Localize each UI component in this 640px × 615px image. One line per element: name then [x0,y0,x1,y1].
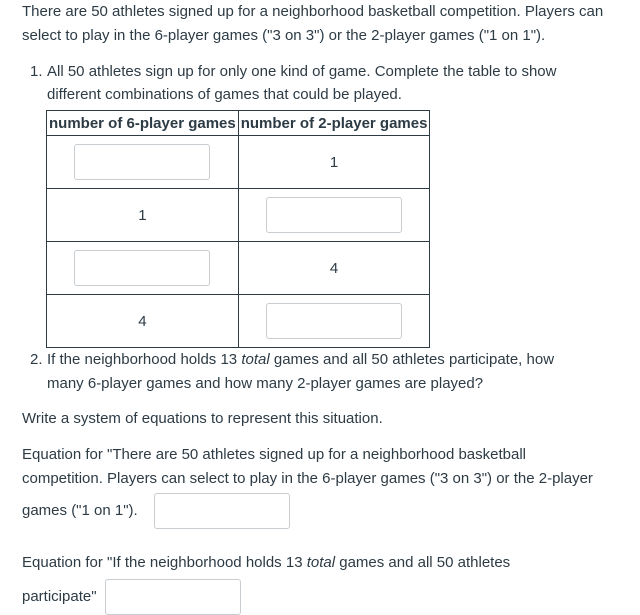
table-cell: 4 [47,295,239,348]
question-2 [30,348,630,396]
table-cell [47,242,239,295]
equation-2-block [22,551,632,615]
equation-2-line1-post: games and all 50 athletes [335,554,511,571]
equation-1-line2: competition. Players can select to play in the 6-player games ("3 on 3") or the 2-player [22,470,593,487]
table-cell: 1 [47,189,239,242]
equation-2-input[interactable] [105,579,241,615]
question-2-number: 2. [30,351,43,368]
table-row [47,295,430,348]
table-header-row [47,111,430,136]
table-cell [47,136,239,189]
header-2-player-games: number of 2-player games [238,111,430,136]
equation-1-block [22,443,632,529]
header-6-player-games: number of 6-player games [47,111,239,136]
equation-1-line3: games ("1 on 1"). [22,501,138,519]
answer-input-row2-2player[interactable] [266,197,402,233]
intro-paragraph: There are 50 athletes signed up for a neighborhood basketball competition. Players can select to play in the 6-player games ("3 on 3") or the 2-player games ("1 on 1"). [22,3,604,44]
combinations-table [46,110,430,348]
answer-input-row1-6player[interactable] [74,144,210,180]
question-1-number: 1. [30,63,43,80]
table-cell [238,295,430,348]
equation-1-input[interactable] [154,493,290,529]
equation-1-line1: Equation for "There are 50 athletes signed up for a neighborhood basketball [22,446,527,463]
system-prompt: Write a system of equations to represent this situation. [22,410,383,427]
question-1 [30,60,630,106]
equation-2-line1-em: total [306,554,336,571]
answer-input-row4-2player[interactable] [266,303,402,339]
question-1-line1: All 50 athletes sign up for only one kind of game. Complete the table to show [47,63,557,80]
table-cell: 1 [238,136,430,189]
table-cell [238,189,430,242]
answer-input-row3-6player[interactable] [74,250,210,286]
question-2-line1-post: games and all 50 athletes participate, how [269,351,555,368]
question-2-line2: many 6-player games and how many 2-player games are played? [47,375,484,392]
equation-2-line1-pre: Equation for "If the neighborhood holds 13 [22,554,307,571]
question-2-line1-pre: If the neighborhood holds 13 [47,351,242,368]
table-cell: 4 [238,242,430,295]
table-row [47,136,430,189]
question-2-line1-em: total [241,351,270,368]
question-1-line2: different combinations of games that could be played. [47,86,402,103]
table-row [47,242,430,295]
equation-2-line2: participate" [22,587,97,605]
table-row [47,189,430,242]
